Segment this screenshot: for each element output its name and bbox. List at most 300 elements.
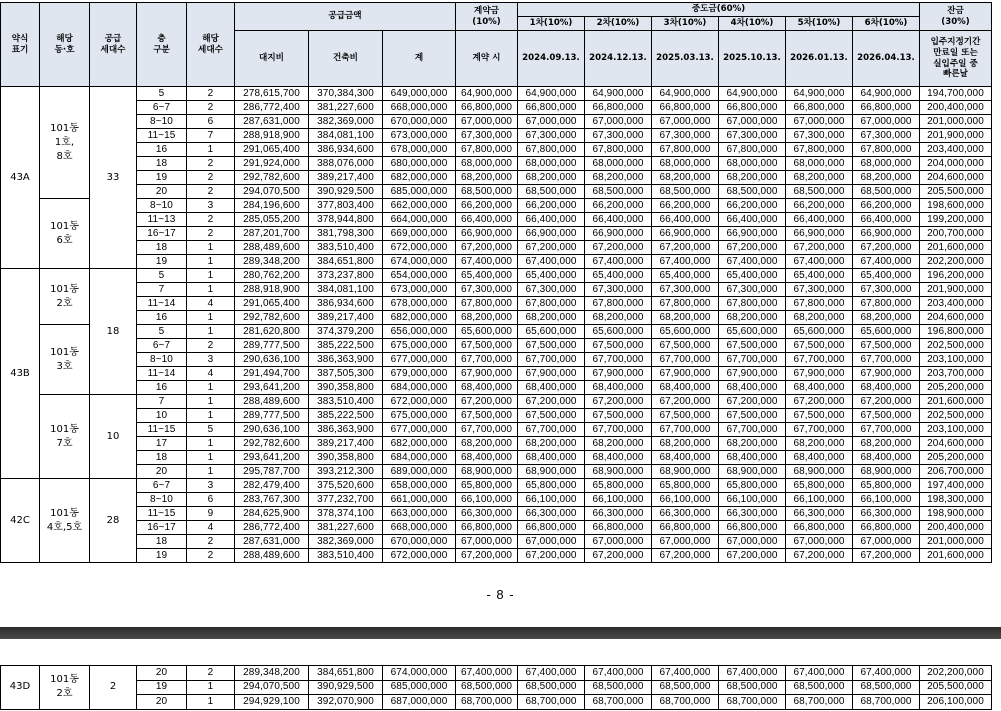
balance-cell: 205,500,000 <box>920 680 992 695</box>
interim-cell: 67,500,000 <box>585 339 652 353</box>
interim-cell: 68,700,000 <box>518 695 585 710</box>
interim-cell: 67,400,000 <box>585 666 652 681</box>
building-cost-cell: 386,934,600 <box>309 143 383 157</box>
land-cost-cell: 278,615,700 <box>235 87 309 101</box>
interim-cell: 67,800,000 <box>853 297 920 311</box>
floor-cell: 6~7 <box>137 339 187 353</box>
land-cost-cell: 292,782,600 <box>235 311 309 325</box>
building-cost-cell: 384,081,100 <box>309 129 383 143</box>
unit-count-cell: 2 <box>187 185 235 199</box>
deposit-cell: 67,800,000 <box>456 297 518 311</box>
land-cost-cell: 287,631,000 <box>235 535 309 549</box>
interim-cell: 67,200,000 <box>518 549 585 563</box>
building-cost-cell: 385,222,500 <box>309 409 383 423</box>
interim-cell: 68,700,000 <box>786 695 853 710</box>
interim-cell: 68,700,000 <box>853 695 920 710</box>
balance-cell: 206,100,000 <box>920 695 992 710</box>
land-cost-cell: 286,772,400 <box>235 521 309 535</box>
unit-count-cell: 1 <box>187 695 235 710</box>
interim-cell: 67,400,000 <box>719 666 786 681</box>
interim-cell: 67,200,000 <box>585 241 652 255</box>
interim-cell: 65,600,000 <box>853 325 920 339</box>
deposit-cell: 66,800,000 <box>456 521 518 535</box>
balance-cell: 196,200,000 <box>920 269 992 283</box>
total-cell: 678,000,000 <box>383 143 456 157</box>
total-cell: 664,000,000 <box>383 213 456 227</box>
floor-cell: 10 <box>137 409 187 423</box>
table-row <box>1 213 992 227</box>
balance-cell: 201,000,000 <box>920 115 992 129</box>
floor-cell: 6~7 <box>137 101 187 115</box>
unit-count-cell: 1 <box>187 451 235 465</box>
deposit-cell: 68,200,000 <box>456 311 518 325</box>
type-code-cell: 43A <box>1 87 40 269</box>
total-cell: 677,000,000 <box>383 353 456 367</box>
building-cost-cell: 383,510,400 <box>309 549 383 563</box>
balance-cell: 206,700,000 <box>920 465 992 479</box>
interim-cell: 68,900,000 <box>786 465 853 479</box>
unit-count-cell: 2 <box>187 666 235 681</box>
balance-cell: 204,600,000 <box>920 437 992 451</box>
interim-cell: 67,700,000 <box>719 423 786 437</box>
total-cell: 684,000,000 <box>383 451 456 465</box>
interim-cell: 67,700,000 <box>652 353 719 367</box>
deposit-cell: 68,200,000 <box>456 437 518 451</box>
land-cost-cell: 287,631,000 <box>235 115 309 129</box>
interim-cell: 66,200,000 <box>585 199 652 213</box>
page-number: - 8 - <box>486 587 515 602</box>
table-row <box>1 423 992 437</box>
balance-cell: 201,000,000 <box>920 535 992 549</box>
interim-cell: 67,700,000 <box>786 423 853 437</box>
floor-cell: 11~15 <box>137 423 187 437</box>
interim-cell: 66,300,000 <box>786 507 853 521</box>
building-cost-cell: 390,929,500 <box>309 185 383 199</box>
building-unit-cell: 101동 3호 <box>40 325 90 395</box>
interim-cell: 66,300,000 <box>518 507 585 521</box>
interim-cell: 68,700,000 <box>652 695 719 710</box>
table-row <box>1 465 992 479</box>
unit-count-cell: 4 <box>187 521 235 535</box>
interim-cell: 67,200,000 <box>652 395 719 409</box>
floor-cell: 8~10 <box>137 493 187 507</box>
header-type-code: 약식 표기 <box>1 3 40 87</box>
interim-cell: 67,300,000 <box>853 283 920 297</box>
supply-units-cell: 10 <box>90 395 137 479</box>
interim-cell: 65,400,000 <box>585 269 652 283</box>
interim-cell: 68,400,000 <box>719 381 786 395</box>
total-cell: 672,000,000 <box>383 241 456 255</box>
header-interim-round: 1차(10%) <box>518 17 585 31</box>
floor-cell: 16 <box>137 311 187 325</box>
deposit-cell: 65,400,000 <box>456 269 518 283</box>
floor-cell: 7 <box>137 395 187 409</box>
land-cost-cell: 286,772,400 <box>235 101 309 115</box>
unit-count-cell: 1 <box>187 255 235 269</box>
table-row <box>1 241 992 255</box>
building-cost-cell: 389,217,400 <box>309 171 383 185</box>
interim-cell: 68,500,000 <box>652 680 719 695</box>
interim-cell: 65,400,000 <box>786 269 853 283</box>
interim-cell: 67,200,000 <box>518 241 585 255</box>
interim-cell: 67,700,000 <box>652 423 719 437</box>
interim-cell: 67,800,000 <box>853 143 920 157</box>
interim-cell: 66,800,000 <box>853 521 920 535</box>
building-cost-cell: 390,358,800 <box>309 381 383 395</box>
table-row <box>1 339 992 353</box>
total-cell: 674,000,000 <box>383 666 456 681</box>
interim-cell: 66,800,000 <box>518 101 585 115</box>
interim-cell: 68,200,000 <box>719 311 786 325</box>
floor-cell: 16 <box>137 381 187 395</box>
unit-count-cell: 2 <box>187 549 235 563</box>
interim-cell: 67,200,000 <box>585 395 652 409</box>
floor-cell: 18 <box>137 157 187 171</box>
header-building-unit: 해당 동·호 <box>40 3 90 87</box>
building-cost-cell: 384,651,800 <box>309 255 383 269</box>
balance-cell: 201,900,000 <box>920 129 992 143</box>
total-cell: 673,000,000 <box>383 283 456 297</box>
interim-cell: 66,900,000 <box>652 227 719 241</box>
building-unit-cell: 101동 6호 <box>40 199 90 269</box>
interim-cell: 67,500,000 <box>853 339 920 353</box>
total-cell: 675,000,000 <box>383 339 456 353</box>
interim-cell: 67,400,000 <box>652 255 719 269</box>
price-table <box>0 2 992 563</box>
unit-count-cell: 1 <box>187 437 235 451</box>
deposit-cell: 67,200,000 <box>456 395 518 409</box>
floor-cell: 18 <box>137 451 187 465</box>
building-cost-cell: 381,227,600 <box>309 521 383 535</box>
balance-cell: 202,500,000 <box>920 409 992 423</box>
floor-cell: 19 <box>137 255 187 269</box>
land-cost-cell: 285,055,200 <box>235 213 309 227</box>
interim-cell: 68,500,000 <box>719 185 786 199</box>
deposit-cell: 67,200,000 <box>456 549 518 563</box>
interim-cell: 67,300,000 <box>786 283 853 297</box>
unit-count-cell: 1 <box>187 381 235 395</box>
interim-cell: 68,500,000 <box>585 680 652 695</box>
balance-cell: 202,500,000 <box>920 339 992 353</box>
building-cost-cell: 389,217,400 <box>309 311 383 325</box>
interim-cell: 67,500,000 <box>853 409 920 423</box>
interim-cell: 66,800,000 <box>786 521 853 535</box>
total-cell: 679,000,000 <box>383 367 456 381</box>
land-cost-cell: 283,767,300 <box>235 493 309 507</box>
interim-cell: 67,400,000 <box>786 666 853 681</box>
balance-cell: 201,600,000 <box>920 241 992 255</box>
interim-cell: 67,300,000 <box>652 129 719 143</box>
header-interim-round: 3차(10%) <box>652 17 719 31</box>
interim-cell: 64,900,000 <box>786 87 853 101</box>
total-cell: 669,000,000 <box>383 227 456 241</box>
building-cost-cell: 393,212,300 <box>309 465 383 479</box>
interim-cell: 66,200,000 <box>719 199 786 213</box>
deposit-cell: 67,400,000 <box>456 666 518 681</box>
unit-count-cell: 6 <box>187 115 235 129</box>
type-code-cell: 42C <box>1 479 40 563</box>
floor-cell: 17 <box>137 437 187 451</box>
table-row <box>1 367 992 381</box>
interim-cell: 68,200,000 <box>786 437 853 451</box>
unit-count-cell: 2 <box>187 87 235 101</box>
header-deposit-timing: 계약 시 <box>456 31 518 87</box>
unit-count-cell: 6 <box>187 493 235 507</box>
balance-cell: 202,200,000 <box>920 666 992 681</box>
interim-cell: 67,700,000 <box>719 353 786 367</box>
supply-units-cell: 18 <box>90 269 137 395</box>
building-unit-cell: 101동 1호, 8호 <box>40 87 90 199</box>
table-row <box>1 87 992 101</box>
table-row <box>1 171 992 185</box>
header-interim: 중도금(60%) <box>518 3 920 17</box>
total-cell: 684,000,000 <box>383 381 456 395</box>
balance-cell: 205,200,000 <box>920 451 992 465</box>
unit-count-cell: 1 <box>187 395 235 409</box>
table-row <box>1 507 992 521</box>
interim-cell: 67,400,000 <box>786 255 853 269</box>
balance-cell: 203,100,000 <box>920 353 992 367</box>
interim-cell: 68,900,000 <box>853 465 920 479</box>
total-cell: 670,000,000 <box>383 115 456 129</box>
deposit-cell: 65,800,000 <box>456 479 518 493</box>
interim-cell: 67,700,000 <box>518 353 585 367</box>
land-cost-cell: 291,494,700 <box>235 367 309 381</box>
table-row <box>1 115 992 129</box>
interim-cell: 67,400,000 <box>585 255 652 269</box>
interim-cell: 66,400,000 <box>853 213 920 227</box>
building-unit-cell: 101동 2호 <box>40 269 90 325</box>
floor-cell: 20 <box>137 465 187 479</box>
interim-cell: 68,200,000 <box>786 171 853 185</box>
deposit-cell: 64,900,000 <box>456 87 518 101</box>
building-cost-cell: 385,222,500 <box>309 339 383 353</box>
interim-cell: 68,200,000 <box>853 171 920 185</box>
interim-cell: 68,000,000 <box>518 157 585 171</box>
building-cost-cell: 375,520,600 <box>309 479 383 493</box>
building-cost-cell: 389,217,400 <box>309 437 383 451</box>
land-cost-cell: 291,065,400 <box>235 297 309 311</box>
interim-cell: 68,200,000 <box>652 171 719 185</box>
building-cost-cell: 390,929,500 <box>309 680 383 695</box>
floor-cell: 20 <box>137 185 187 199</box>
floor-cell: 7 <box>137 283 187 297</box>
interim-cell: 67,500,000 <box>786 339 853 353</box>
total-cell: 656,000,000 <box>383 325 456 339</box>
table-row <box>1 381 992 395</box>
interim-cell: 67,200,000 <box>719 395 786 409</box>
interim-cell: 68,500,000 <box>719 680 786 695</box>
header-interim-date: 2026.04.13. <box>853 31 920 87</box>
deposit-cell: 68,400,000 <box>456 381 518 395</box>
interim-cell: 68,000,000 <box>652 157 719 171</box>
unit-count-cell: 3 <box>187 479 235 493</box>
total-cell: 670,000,000 <box>383 535 456 549</box>
floor-cell: 19 <box>137 549 187 563</box>
unit-count-cell: 7 <box>187 129 235 143</box>
interim-cell: 64,900,000 <box>853 87 920 101</box>
interim-cell: 65,800,000 <box>853 479 920 493</box>
interim-cell: 68,200,000 <box>853 437 920 451</box>
unit-count-cell: 2 <box>187 171 235 185</box>
land-cost-cell: 288,489,600 <box>235 549 309 563</box>
interim-cell: 65,400,000 <box>853 269 920 283</box>
building-unit-cell: 101동 4호,5호 <box>40 479 90 563</box>
interim-cell: 67,400,000 <box>853 666 920 681</box>
land-cost-cell: 289,777,500 <box>235 409 309 423</box>
header-interim-date: 2025.10.13. <box>719 31 786 87</box>
floor-cell: 11~14 <box>137 367 187 381</box>
balance-cell: 203,100,000 <box>920 423 992 437</box>
interim-cell: 68,400,000 <box>652 381 719 395</box>
interim-cell: 68,200,000 <box>585 311 652 325</box>
interim-cell: 66,400,000 <box>518 213 585 227</box>
interim-cell: 66,800,000 <box>518 521 585 535</box>
page-divider <box>0 627 1001 639</box>
interim-cell: 68,200,000 <box>585 437 652 451</box>
table-row <box>1 325 992 339</box>
interim-cell: 68,400,000 <box>585 381 652 395</box>
deposit-cell: 67,300,000 <box>456 283 518 297</box>
interim-cell: 66,800,000 <box>719 101 786 115</box>
land-cost-cell: 281,620,800 <box>235 325 309 339</box>
building-unit-cell: 101동 7호 <box>40 395 90 479</box>
header-floor-group: 층 구분 <box>137 3 187 87</box>
total-cell: 649,000,000 <box>383 87 456 101</box>
balance-cell: 200,400,000 <box>920 101 992 115</box>
total-cell: 674,000,000 <box>383 255 456 269</box>
land-cost-cell: 282,479,400 <box>235 479 309 493</box>
supply-units-cell: 2 <box>90 666 137 710</box>
balance-cell: 197,400,000 <box>920 479 992 493</box>
interim-cell: 67,200,000 <box>585 549 652 563</box>
header-interim-round: 2차(10%) <box>585 17 652 31</box>
interim-cell: 65,400,000 <box>719 269 786 283</box>
total-cell: 668,000,000 <box>383 521 456 535</box>
interim-cell: 67,300,000 <box>719 283 786 297</box>
interim-cell: 68,400,000 <box>719 451 786 465</box>
interim-cell: 67,300,000 <box>585 283 652 297</box>
land-cost-cell: 289,777,500 <box>235 339 309 353</box>
unit-count-cell: 1 <box>187 143 235 157</box>
interim-cell: 66,400,000 <box>585 213 652 227</box>
table-row <box>1 199 992 213</box>
continued-price-table <box>0 665 992 710</box>
interim-cell: 67,400,000 <box>652 666 719 681</box>
interim-cell: 64,900,000 <box>719 87 786 101</box>
interim-cell: 68,500,000 <box>585 185 652 199</box>
land-cost-cell: 293,641,200 <box>235 451 309 465</box>
interim-cell: 67,000,000 <box>786 115 853 129</box>
land-cost-cell: 295,787,700 <box>235 465 309 479</box>
interim-cell: 67,800,000 <box>585 143 652 157</box>
floor-cell: 5 <box>137 87 187 101</box>
balance-cell: 201,600,000 <box>920 549 992 563</box>
interim-cell: 67,000,000 <box>853 115 920 129</box>
header-interim-round: 6차(10%) <box>853 17 920 31</box>
floor-cell: 6~7 <box>137 479 187 493</box>
building-cost-cell: 388,076,000 <box>309 157 383 171</box>
total-cell: 682,000,000 <box>383 171 456 185</box>
interim-cell: 68,400,000 <box>518 381 585 395</box>
land-cost-cell: 288,489,600 <box>235 395 309 409</box>
land-cost-cell: 294,929,100 <box>235 695 309 710</box>
deposit-cell: 65,600,000 <box>456 325 518 339</box>
deposit-cell: 66,300,000 <box>456 507 518 521</box>
balance-cell: 201,600,000 <box>920 395 992 409</box>
table-row <box>1 101 992 115</box>
type-code-cell: 43D <box>1 666 40 710</box>
land-cost-cell: 288,918,900 <box>235 283 309 297</box>
deposit-cell: 68,500,000 <box>456 680 518 695</box>
balance-cell: 203,400,000 <box>920 143 992 157</box>
header-interim-round: 4차(10%) <box>719 17 786 31</box>
interim-cell: 68,900,000 <box>585 465 652 479</box>
total-cell: 677,000,000 <box>383 423 456 437</box>
table-row <box>1 157 992 171</box>
header-balance: 잔금 (30%) <box>920 3 992 31</box>
interim-cell: 64,900,000 <box>518 87 585 101</box>
table-row <box>1 535 992 549</box>
building-cost-cell: 378,374,100 <box>309 507 383 521</box>
interim-cell: 66,100,000 <box>853 493 920 507</box>
interim-cell: 68,200,000 <box>518 437 585 451</box>
building-cost-cell: 386,363,900 <box>309 353 383 367</box>
deposit-cell: 67,400,000 <box>456 255 518 269</box>
unit-count-cell: 2 <box>187 101 235 115</box>
total-cell: 672,000,000 <box>383 395 456 409</box>
table-row <box>1 479 992 493</box>
land-cost-cell: 292,782,600 <box>235 171 309 185</box>
unit-count-cell: 1 <box>187 269 235 283</box>
balance-cell: 203,700,000 <box>920 367 992 381</box>
unit-count-cell: 2 <box>187 227 235 241</box>
interim-cell: 67,000,000 <box>719 535 786 549</box>
table-row <box>1 269 992 283</box>
interim-cell: 68,500,000 <box>652 185 719 199</box>
balance-cell: 203,400,000 <box>920 297 992 311</box>
interim-cell: 67,800,000 <box>786 143 853 157</box>
interim-cell: 66,900,000 <box>786 227 853 241</box>
deposit-cell: 67,900,000 <box>456 367 518 381</box>
interim-cell: 66,100,000 <box>585 493 652 507</box>
balance-cell: 204,600,000 <box>920 171 992 185</box>
interim-cell: 68,200,000 <box>719 437 786 451</box>
floor-cell: 8~10 <box>137 115 187 129</box>
interim-cell: 68,400,000 <box>853 451 920 465</box>
interim-cell: 67,500,000 <box>518 339 585 353</box>
header-supply-units: 공급 세대수 <box>90 3 137 87</box>
unit-count-cell: 2 <box>187 157 235 171</box>
interim-cell: 68,000,000 <box>585 157 652 171</box>
balance-cell: 204,600,000 <box>920 311 992 325</box>
table-row <box>1 297 992 311</box>
balance-cell: 198,300,000 <box>920 493 992 507</box>
deposit-cell: 66,800,000 <box>456 101 518 115</box>
interim-cell: 67,800,000 <box>719 297 786 311</box>
interim-cell: 67,700,000 <box>518 423 585 437</box>
table-row <box>1 311 992 325</box>
interim-cell: 67,500,000 <box>652 339 719 353</box>
table-row <box>1 521 992 535</box>
land-cost-cell: 288,918,900 <box>235 129 309 143</box>
interim-cell: 66,800,000 <box>585 101 652 115</box>
balance-cell: 205,500,000 <box>920 185 992 199</box>
interim-cell: 67,200,000 <box>786 549 853 563</box>
interim-cell: 66,300,000 <box>652 507 719 521</box>
interim-cell: 68,200,000 <box>652 437 719 451</box>
deposit-cell: 67,200,000 <box>456 241 518 255</box>
